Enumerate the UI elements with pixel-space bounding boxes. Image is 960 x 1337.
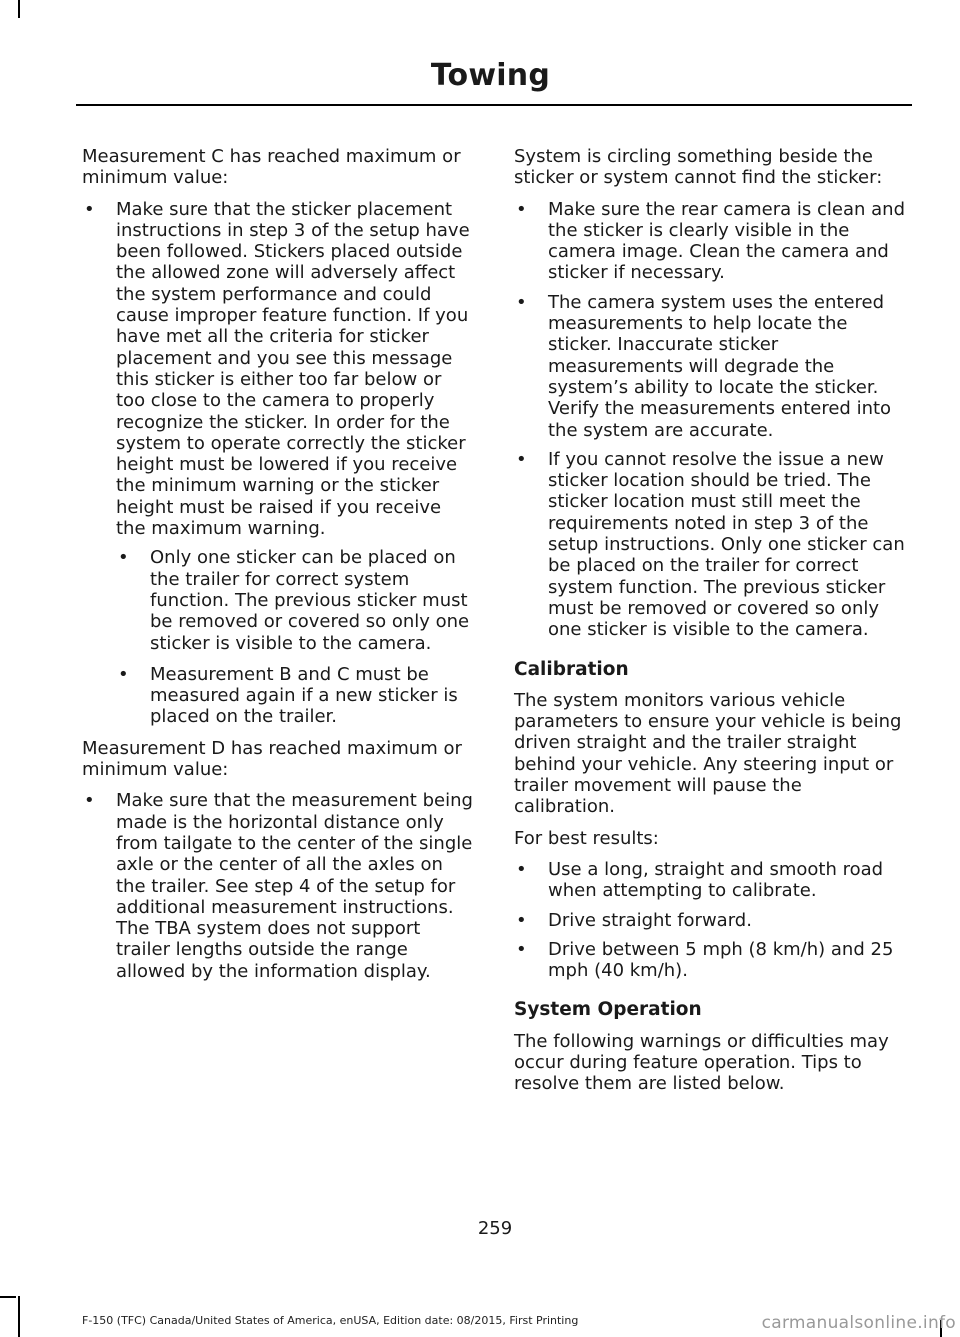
paragraph: Measurement D has reached maximum or minimum value: [82,737,462,781]
footer-edition-info: F-150 (TFC) Canada/United States of America, enUSA, Edition date: 08/2015, First Printing [82,1314,579,1327]
paragraph: System is circling something beside the sticker or system cannot find the sticker: [514,146,883,189]
bullet-list [82,790,476,982]
paragraph: The system monitors various vehicle parameters to ensure your vehicle is being driven straight and the trailer straight behind your vehicle. Any steering input or trailer movement will pause the calibration. [514,689,902,818]
section-heading: System Operation [514,999,702,1021]
bullet-list [514,199,908,641]
right-column [514,146,908,1105]
list-item: • Measurement B and C must be measured again if a new sticker is placed on the trailer. [116,664,476,728]
list-item: • Drive between 5 mph (8 km/h) and 25 mph (40 km/h). [514,939,908,982]
list-item: • The camera system uses the entered measurements to help locate the sticker. Inaccurate sticker measurements will degrade the system’s ability to locate the sticker. Verify the measurements entered into the system are accurate. [514,292,908,441]
paragraph: For best results: [514,827,659,849]
list-item: • Only one sticker can be placed on the trailer for correct system function. The previous sticker must be removed or covered so only one sticker is visible to the camera. [116,547,476,653]
crop-mark-bottom-left-v [18,1296,20,1337]
section-heading: Calibration [514,658,629,680]
watermark: carmanualsonline.info [761,1313,956,1333]
list-item: • Make sure that the measurement being made is the horizontal distance only from tailgate to the center of the single axle or the center of all the axles on the trailer. See step 4 of the setup for additional measurement instructions. The TBA system does not support trailer lengths outside the range allowed by the information display. [82,790,476,982]
list-item: • Drive straight forward. [514,910,908,931]
bullet-list [82,199,476,728]
left-column [82,146,476,990]
crop-mark-bottom-left [0,1296,16,1298]
sub-bullet-list [116,547,476,727]
list-item: • Make sure the rear camera is clean and the sticker is clearly visible in the camera image. Clean the camera and sticker if necessary. [514,199,908,284]
list-item: • If you cannot resolve the issue a new sticker location should be tried. The sticker location must still meet the requirements noted in step 3 of the setup instructions. Only one sticker can be placed on the trailer for correct system function. The previous sticker must be removed or covered so only one sticker is visible to the camera. [514,449,908,641]
list-item: • Use a long, straight and smooth road when attempting to calibrate. [514,859,908,902]
header-divider [76,104,912,106]
bullet-list [514,859,908,981]
page-number: 259 [477,1218,513,1239]
paragraph: Measurement C has reached maximum or minimum value: [82,146,461,189]
crop-mark-top-left [18,0,20,18]
paragraph: The following warnings or difficulties may occur during feature operation. Tips to resolve them are listed below. [514,1030,889,1095]
list-item-text: Make sure that the sticker placement instructions in step 3 of the setup have been followed. Stickers placed outside the allowed zone will adversely affect the system performance and could cause improper feature function. If you have met all the criteria for sticker placement and you see this message this sticker is either too far below or too close to the camera to properly recognize the sticker. In order for the system to operate correctly the sticker height must be lowered if you receive the minimum warning or the sticker height must be raised if you receive the maximum warning. [116,198,470,540]
list-item [82,199,476,728]
page-title: Towing [430,58,550,93]
